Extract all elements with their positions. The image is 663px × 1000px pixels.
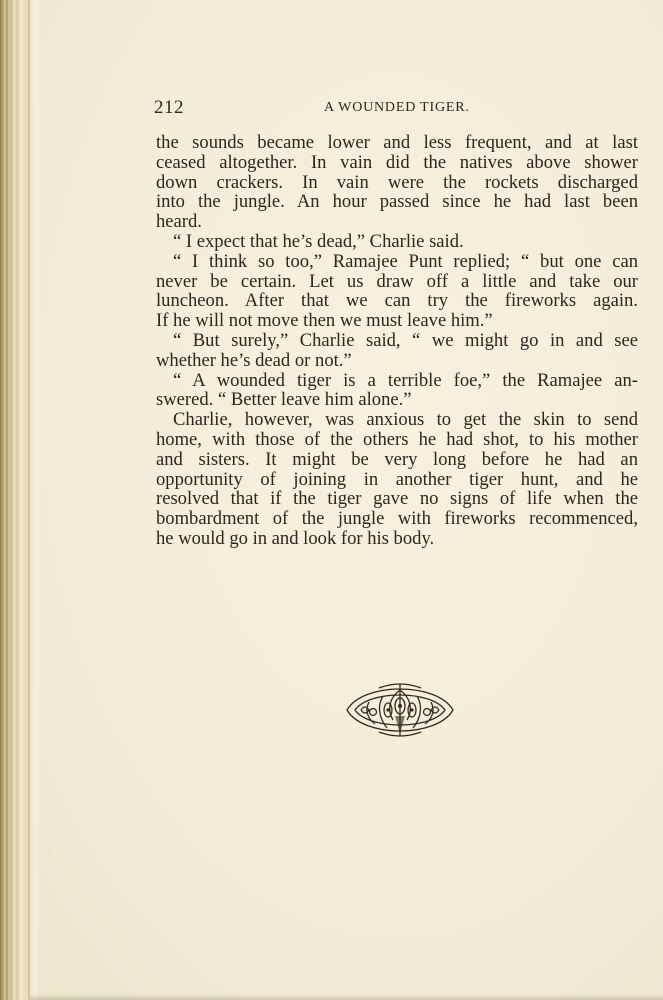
- text-line: swered. “ Better leave him alone.”: [156, 389, 412, 411]
- page-bottom-edge: [30, 994, 663, 1000]
- text-line: “ I think so too,” Ramajee Punt replied; “ but one can: [173, 250, 638, 272]
- book-binding-edge: [0, 0, 38, 1000]
- text-line: he would go in and look for his body.: [156, 527, 435, 549]
- text-line: and sisters. It might be very long before he had an: [156, 448, 638, 470]
- running-title: A WOUNDED TIGER.: [324, 100, 470, 115]
- text-line: “ I expect that he’s dead,” Charlie said.: [173, 230, 464, 252]
- page-number: 212: [154, 97, 184, 118]
- floral-tailpiece-icon: [343, 676, 457, 744]
- text-line: If he will not move then we must leave him.”: [156, 310, 493, 332]
- text-line: the sounds became lower and less frequent, and at last: [156, 132, 638, 153]
- text-line: Charlie, however, was anxious to get the skin to send: [173, 409, 638, 431]
- text-line: resolved that if the tiger gave no signs of life when the: [156, 488, 638, 510]
- text-line: luncheon. After that we can try the fireworks again.: [156, 290, 638, 312]
- text-line: down crackers. In vain were the rockets discharged: [156, 171, 638, 193]
- text-line: ceased altogether. In vain did the natives above shower: [156, 151, 638, 173]
- text-line: never be certain. Let us draw off a little and take our: [156, 270, 638, 292]
- text-line: opportunity of joining in another tiger hunt, and he: [156, 468, 638, 490]
- page-header: [154, 97, 637, 121]
- body-text: [156, 133, 638, 549]
- text-line: bombardment of the jungle with fireworks recommenced,: [156, 508, 638, 530]
- text-line: into the jungle. An hour passed since he had last been: [156, 191, 638, 213]
- text-line: “ A wounded tiger is a terrible foe,” the Ramajee an-: [173, 369, 638, 391]
- text-line: heard.: [156, 211, 202, 233]
- text-line: “ But surely,” Charlie said, “ we might go in and see: [173, 329, 638, 351]
- text-line: whether he’s dead or not.”: [156, 349, 352, 371]
- text-line: home, with those of the others he had shot, to his mother: [156, 428, 638, 450]
